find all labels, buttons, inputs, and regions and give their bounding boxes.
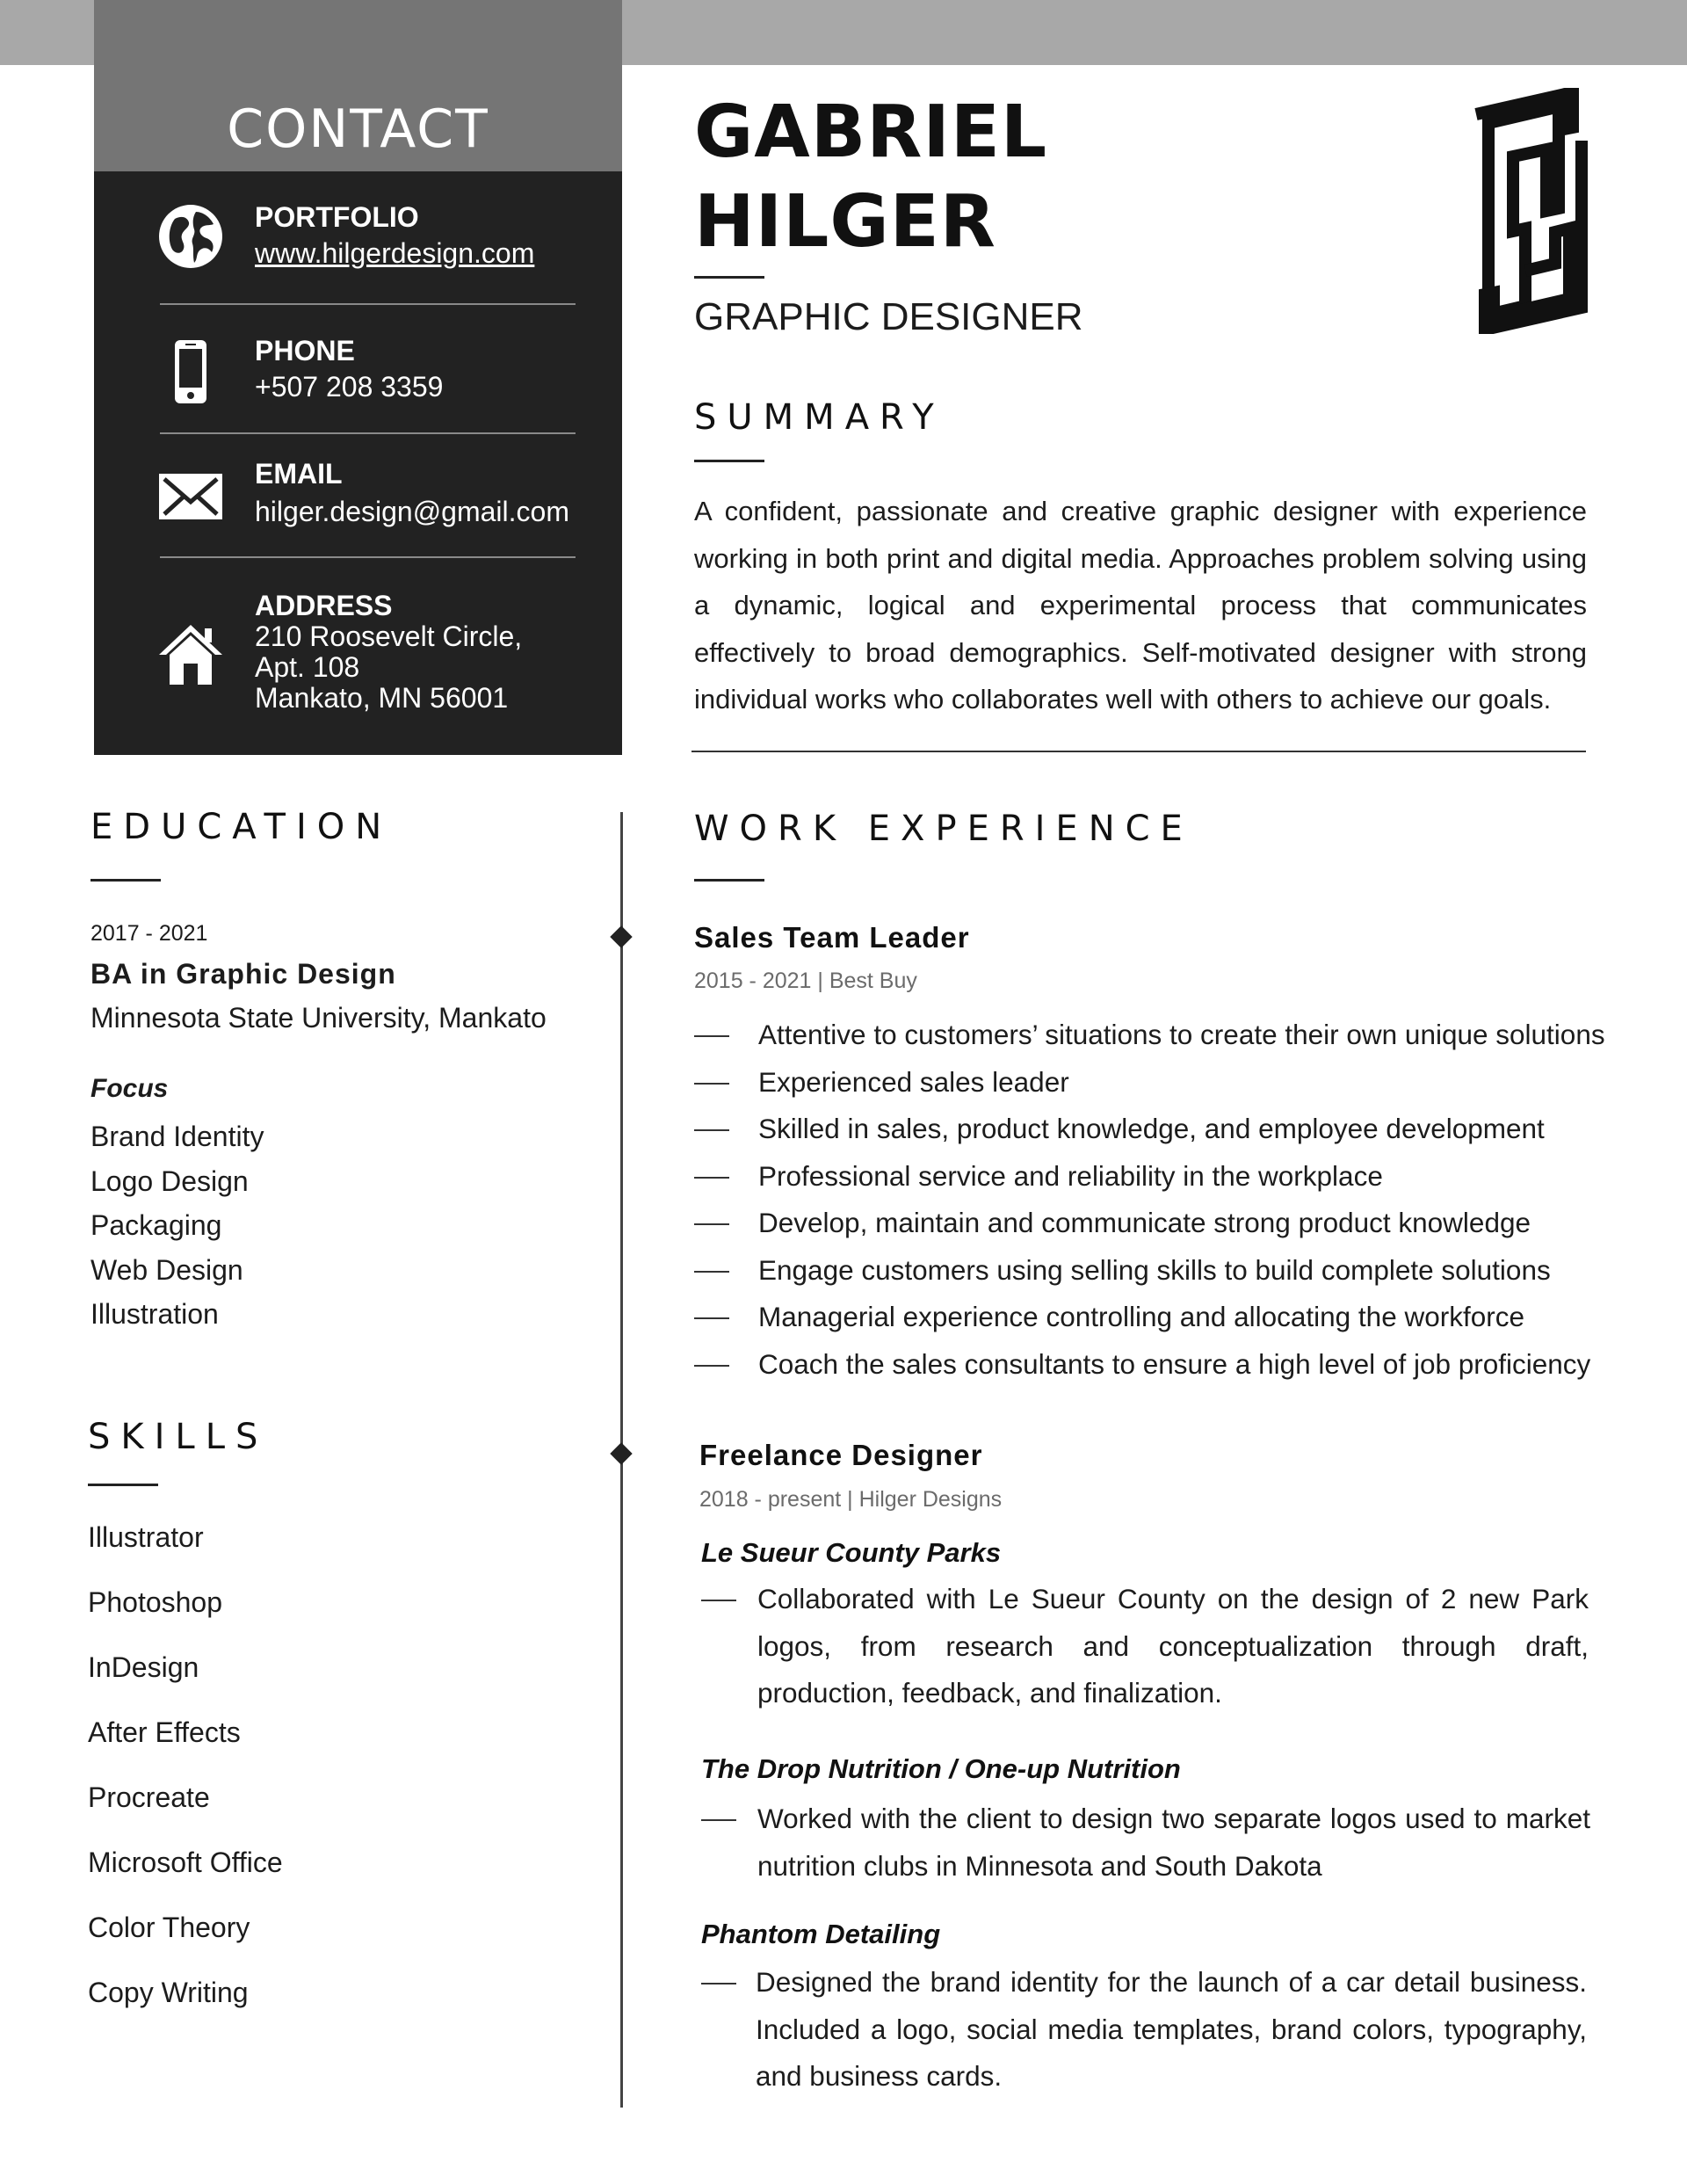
gh-monogram-logo: [1459, 88, 1599, 334]
list-item: Coach the sales consultants to ensure a high level of job proficiency: [694, 1341, 1605, 1389]
project-text-3: Designed the brand identity for the launch of a car detail business. Included a logo, social media templates, brand colors, typography, and business cards.: [756, 1966, 1587, 2092]
portfolio-link[interactable]: www.hilgerdesign.com: [255, 237, 535, 269]
job-meta-1: 2015 - 2021 | Best Buy: [694, 969, 917, 993]
contact-header: [94, 0, 622, 171]
email-value[interactable]: hilger.design@gmail.com: [255, 496, 569, 527]
email-label: EMAIL: [255, 458, 343, 490]
job-title: GRAPHIC DESIGNER: [694, 295, 1083, 338]
list-item: Packaging: [91, 1209, 222, 1241]
list-item: Microsoft Office: [88, 1847, 283, 1878]
summary-rule: [691, 751, 1586, 752]
education-years: 2017 - 2021: [91, 921, 208, 946]
list-item: Color Theory: [88, 1912, 250, 1943]
list-item: Develop, maintain and communicate strong product knowledge: [694, 1200, 1605, 1247]
list-item: Illustrator: [88, 1521, 204, 1553]
job-bullets-1: [694, 1012, 1605, 1388]
list-item: After Effects: [88, 1716, 241, 1748]
skills-heading: SKILLS: [88, 1417, 269, 1457]
address-line-1: 210 Roosevelt Circle,: [255, 620, 523, 652]
education-divider: [91, 879, 161, 882]
last-name: HILGER: [694, 180, 996, 264]
address-label: ADDRESS: [255, 590, 393, 621]
list-item: Engage customers using selling skills to build complete solutions: [694, 1247, 1605, 1295]
bullet-dash: [701, 1819, 736, 1821]
contact-panel: [94, 171, 622, 755]
list-item: Copy Writing: [88, 1977, 249, 2008]
job-title-1: Sales Team Leader: [694, 921, 970, 954]
client-name-2: The Drop Nutrition / One-up Nutrition: [701, 1753, 1181, 1784]
list-item: Skilled in sales, product knowledge, and employee development: [694, 1106, 1605, 1153]
bullet-dash: [701, 1600, 736, 1601]
work-heading: WORK EXPERIENCE: [694, 809, 1193, 849]
list-item: Brand Identity: [91, 1121, 264, 1152]
contact-divider: [160, 303, 576, 305]
job-meta-2: 2018 - present | Hilger Designs: [699, 1487, 1003, 1512]
summary-text: A confident, passionate and creative graphic designer with experience working in both print and digital media. Approaches problem solving using a dynamic, logical and experimental process that communicates effectively to broad demographics. Self-motivated designer with strong individual works who collaborates well with others to achieve our goals.: [694, 496, 1587, 715]
list-item: Web Design: [91, 1253, 243, 1286]
address-line-2: Apt. 108: [255, 651, 360, 683]
list-item: Logo Design: [91, 1165, 249, 1197]
timeline-marker: [610, 1442, 632, 1464]
phone-icon: [157, 338, 224, 405]
name-divider: [694, 276, 764, 279]
education-degree: BA in Graphic Design: [91, 958, 396, 990]
first-name: GABRIEL: [694, 91, 1048, 174]
list-item: Procreate: [88, 1781, 210, 1813]
phone-value: +507 208 3359: [255, 371, 444, 403]
project-text-2: Worked with the client to design two separate logos used to market nutrition clubs in Minnesota and South Dakota: [757, 1803, 1590, 1882]
client-name-3: Phantom Detailing: [701, 1919, 941, 1949]
project-text-1: Collaborated with Le Sueur County on the design of 2 new Park logos, from research and conceptualization through draft, production, feedback, and finalization.: [757, 1583, 1589, 1709]
list-item: Attentive to customers’ situations to create their own unique solutions: [694, 1012, 1605, 1059]
client-name-1: Le Sueur County Parks: [701, 1537, 1002, 1568]
skills-divider: [88, 1484, 158, 1486]
contact-divider: [160, 556, 576, 558]
portfolio-label: PORTFOLIO: [255, 201, 419, 233]
bullet-dash: [701, 1983, 736, 1984]
contact-title: CONTACT: [227, 98, 489, 160]
list-item: Experienced sales leader: [694, 1059, 1605, 1107]
phone-label: PHONE: [255, 335, 355, 366]
candidate-name: [694, 88, 1047, 267]
summary-heading: SUMMARY: [694, 397, 945, 438]
envelope-icon: [157, 463, 224, 530]
list-item: Illustration: [91, 1298, 219, 1330]
education-school: Minnesota State University, Mankato: [91, 1002, 547, 1034]
home-icon: [157, 621, 224, 688]
summary-divider: [694, 460, 764, 462]
skills-list: [88, 1517, 283, 2037]
list-item: Professional service and reliability in the workplace: [694, 1153, 1605, 1201]
work-divider: [694, 879, 764, 882]
job-title-2: Freelance Designer: [699, 1439, 983, 1471]
globe-icon: [157, 203, 224, 270]
timeline-marker: [610, 925, 632, 947]
education-heading: EDUCATION: [91, 807, 393, 847]
list-item: Managerial experience controlling and allocating the workforce: [694, 1294, 1605, 1341]
list-item: InDesign: [88, 1651, 199, 1683]
focus-list: [91, 1114, 264, 1337]
contact-divider: [160, 432, 576, 434]
address-line-3: Mankato, MN 56001: [255, 682, 509, 714]
focus-label: Focus: [91, 1074, 169, 1103]
list-item: Photoshop: [88, 1586, 223, 1618]
